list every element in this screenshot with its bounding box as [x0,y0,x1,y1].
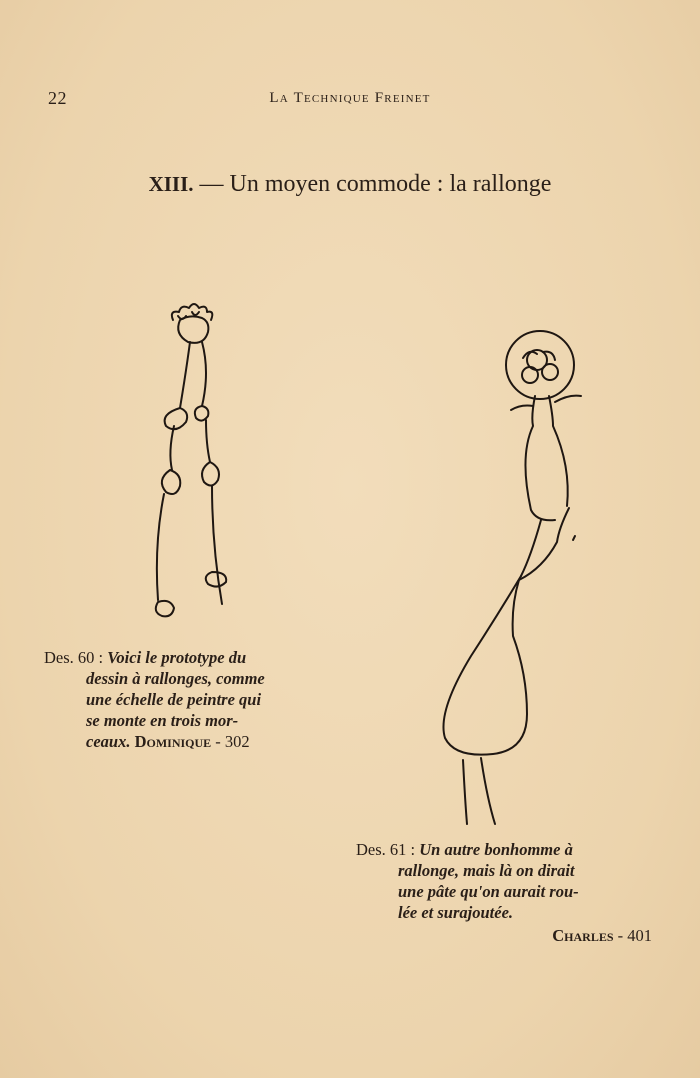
figure-60-separator: - [215,732,221,751]
figure-61-author: Charles [552,926,614,945]
chapter-dash: — [199,171,224,197]
figure-61-label: Des. 61 : [356,840,416,859]
figure-60-author: Dominique [134,732,212,751]
figure-61-text-line: Un autre bonhomme à [419,840,573,859]
figure-61-text-line: rallonge, mais là on dirait [398,861,575,880]
figure-60-text-line: Voici le prototype du [107,648,247,667]
figure-60-caption [44,647,340,752]
figure-61-caption [356,839,652,946]
figure-61-number: 401 [627,926,652,945]
figure-60-credit [135,732,250,751]
figure-60-label: Des. 60 : [44,648,104,667]
drawing-61-figure [425,330,595,830]
figure-60-text-line: une échelle de peintre qui [86,690,262,709]
figure-61-text-line: lée et surajoutée. [398,903,514,922]
page-number: 22 [48,88,67,108]
figure-60-text-line: dessin à rallonges, comme [86,669,265,688]
figure-61-text-line: une pâte qu'on aurait rou- [398,882,579,901]
chapter-heading: Un moyen commode : la rallonge [229,171,552,197]
chapter-title [0,171,700,198]
figure-60-text-line: se monte en trois mor- [86,711,239,730]
running-title: La Technique Freinet [269,90,431,106]
figure-60-text-line: ceaux. [86,732,131,751]
figure-61-credit [356,923,652,946]
figure-61-separator: - [617,926,624,945]
figure-60-number: 302 [224,732,250,751]
drawing-60-figure [140,290,250,630]
chapter-number: XIII. [148,172,194,196]
